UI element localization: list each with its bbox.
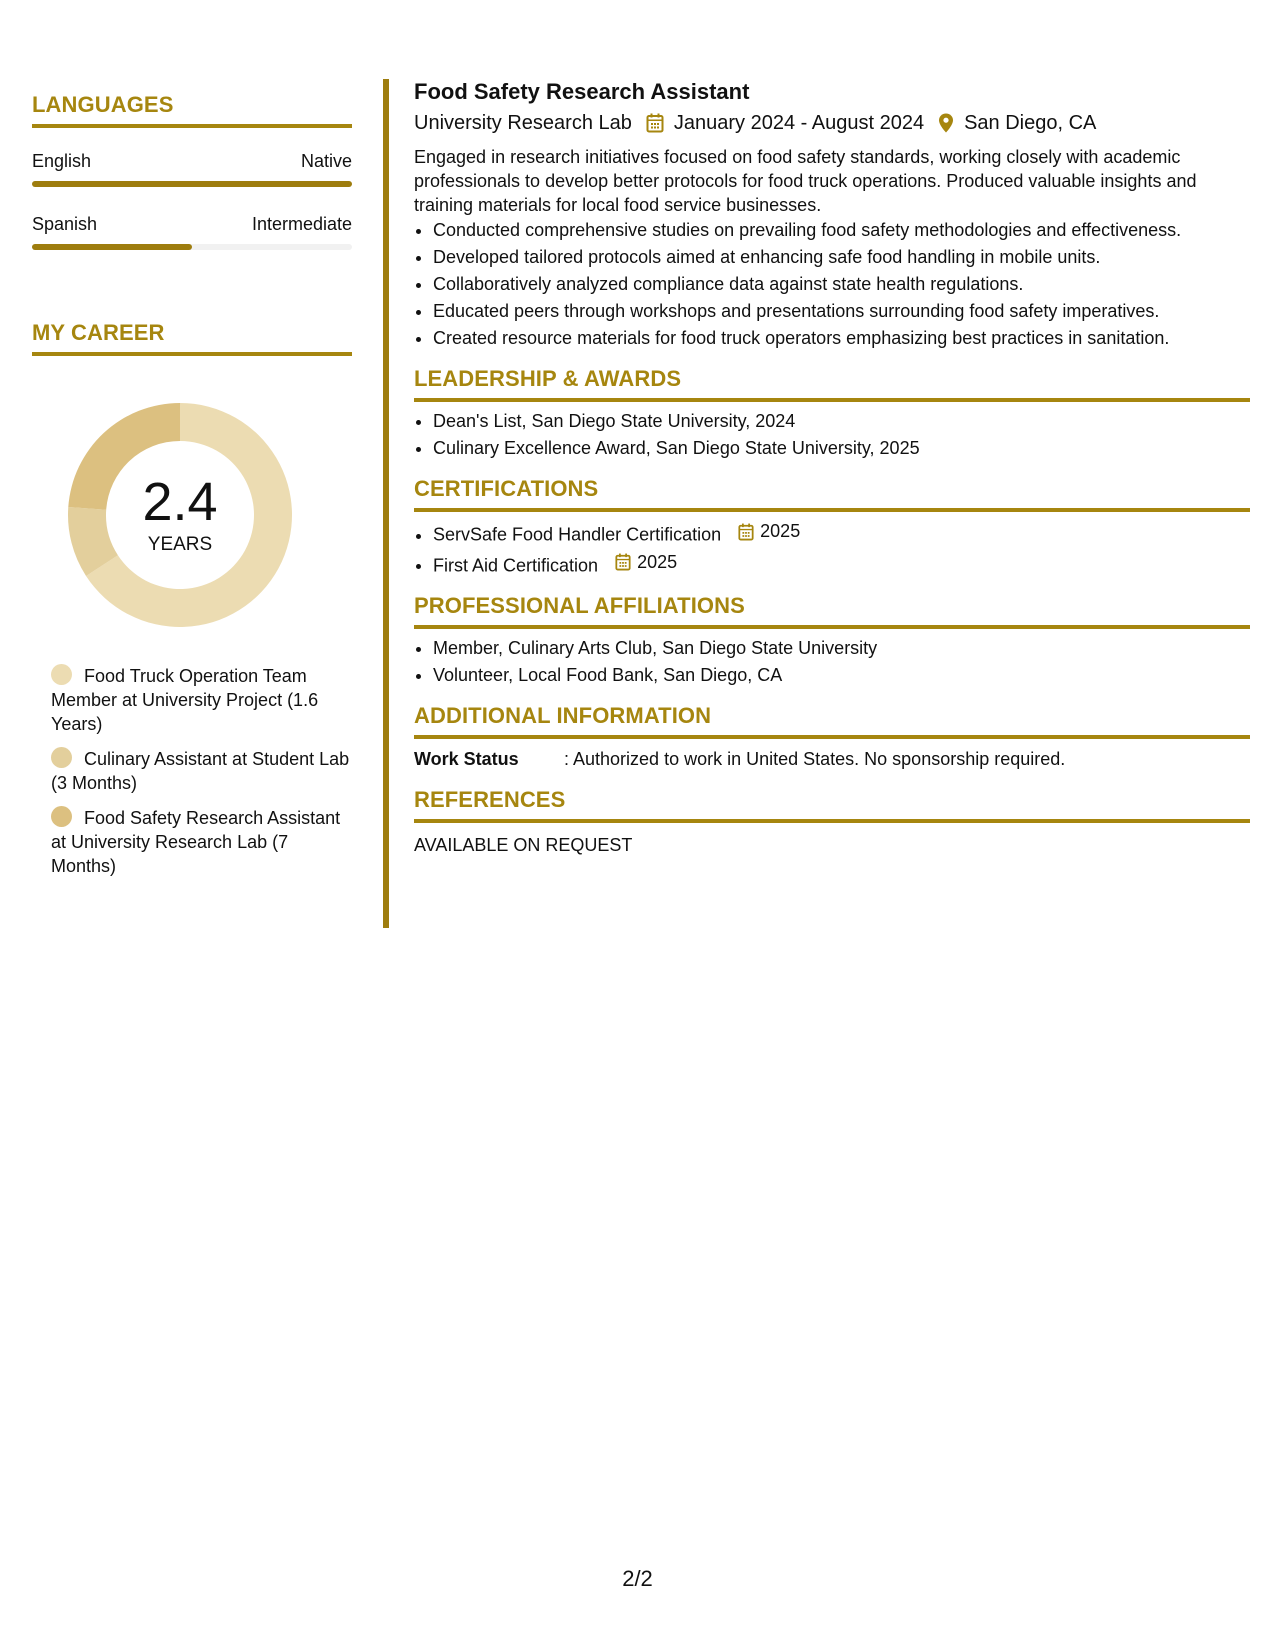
career-rule (32, 352, 352, 356)
work-status-value: : Authorized to work in United States. No sponsorship required. (564, 749, 1066, 769)
list-item: • Volunteer, Local Food Bank, San Diego, CA (433, 662, 1250, 689)
list-item (433, 549, 1250, 580)
additional-info-rule (414, 735, 1250, 739)
additional-info-section (414, 703, 1250, 771)
certifications-list (414, 518, 1250, 579)
list-item: • Educated peers through workshops and presentations surrounding food safety imperatives. (433, 298, 1250, 325)
career-legend-label: Culinary Assistant at Student Lab (3 Months) (51, 749, 350, 793)
list-item: • Dean's List, San Diego State University, 2024 (433, 408, 1250, 435)
list-item: • Conducted comprehensive studies on prevailing food safety methodologies and effectiveness. (433, 217, 1250, 244)
career-legend-item (32, 747, 352, 795)
language-proficiency-fill (32, 181, 352, 187)
left-column (32, 92, 352, 878)
certification-year: 2025 (760, 521, 801, 541)
calendar-icon (738, 523, 754, 541)
job-meta (414, 110, 1250, 136)
list-item: • Developed tailored protocols aimed at enhancing safe food handling in mobile units. (433, 244, 1250, 271)
references-text: AVAILABLE ON REQUEST (414, 835, 633, 855)
language-proficiency-bar (32, 244, 352, 250)
leadership-title: LEADERSHIP & AWARDS (414, 366, 682, 391)
list-item: • Collaboratively analyzed compliance data against state health regulations. (433, 271, 1250, 298)
career-title: MY CAREER (32, 320, 165, 345)
references-section (414, 787, 1250, 857)
additional-info-title: ADDITIONAL INFORMATION (414, 703, 712, 728)
languages-section (32, 92, 352, 250)
affiliations-rule (414, 625, 1250, 629)
list-item: • Culinary Excellence Award, San Diego State University, 2025 (433, 435, 1250, 462)
work-status-label: Work Status (414, 749, 519, 769)
language-item (32, 213, 352, 250)
career-legend-label: Food Safety Research Assistant at University Research Lab (7 Months) (51, 808, 341, 876)
certifications-title: CERTIFICATIONS (414, 476, 599, 501)
page-number: 2/2 (622, 1566, 653, 1591)
job-company: University Research Lab (414, 112, 632, 134)
language-proficiency-fill (32, 244, 192, 250)
affiliations-title: PROFESSIONAL AFFILIATIONS (414, 593, 745, 618)
leadership-rule (414, 398, 1250, 402)
location-pin-icon (938, 113, 954, 133)
references-title: REFERENCES (414, 787, 566, 812)
job-description: Engaged in research initiatives focused on food safety standards, working closely with academic professionals to develop better protocols for food truck operations. Produced valuable insights and training materials for local food service businesses. (414, 147, 1197, 215)
calendar-icon (615, 553, 631, 571)
work-status-row (414, 747, 1250, 771)
job-title: Food Safety Research Assistant (414, 79, 750, 104)
list-item: • Member, Culinary Arts Club, San Diego State University (433, 635, 1250, 662)
leadership-section (414, 366, 1250, 462)
calendar-icon (646, 113, 664, 133)
career-total-value: 2.4 (142, 472, 218, 532)
right-column (414, 78, 1250, 857)
list-item (433, 518, 1250, 549)
career-donut-chart (65, 400, 295, 630)
certification-year: 2025 (637, 551, 678, 572)
affiliations-list (414, 635, 1250, 689)
job-bullets (414, 217, 1250, 352)
legend-dot (51, 806, 72, 827)
legend-dot (51, 664, 72, 685)
language-name: Spanish (32, 214, 98, 234)
certification-name: ServSafe Food Handler Certification (433, 524, 722, 545)
language-level: Native (300, 151, 352, 171)
column-divider (383, 79, 389, 928)
career-legend-item (32, 806, 352, 878)
language-item (32, 150, 352, 187)
career-total-unit: YEARS (147, 534, 213, 555)
career-legend (32, 664, 352, 878)
certifications-section (414, 476, 1250, 579)
certifications-rule (414, 508, 1250, 512)
language-level: Intermediate (251, 214, 352, 234)
job-location: San Diego, CA (964, 112, 1097, 134)
languages-title: LANGUAGES (32, 92, 174, 117)
career-legend-item (32, 664, 352, 736)
languages-rule (32, 124, 352, 128)
references-rule (414, 819, 1250, 823)
leadership-list (414, 408, 1250, 462)
language-proficiency-bar (32, 181, 352, 187)
job-dates: January 2024 - August 2024 (673, 112, 925, 134)
career-legend-label: Food Truck Operation Team Member at University Project (1.6 Years) (51, 666, 319, 734)
language-name: English (32, 151, 92, 171)
certification-name: First Aid Certification (433, 555, 599, 575)
experience-entry (414, 78, 1250, 352)
affiliations-section (414, 593, 1250, 689)
list-item: • Created resource materials for food truck operators emphasizing best practices in sanitation. (433, 325, 1250, 352)
career-section (32, 320, 352, 878)
legend-dot (51, 747, 72, 768)
